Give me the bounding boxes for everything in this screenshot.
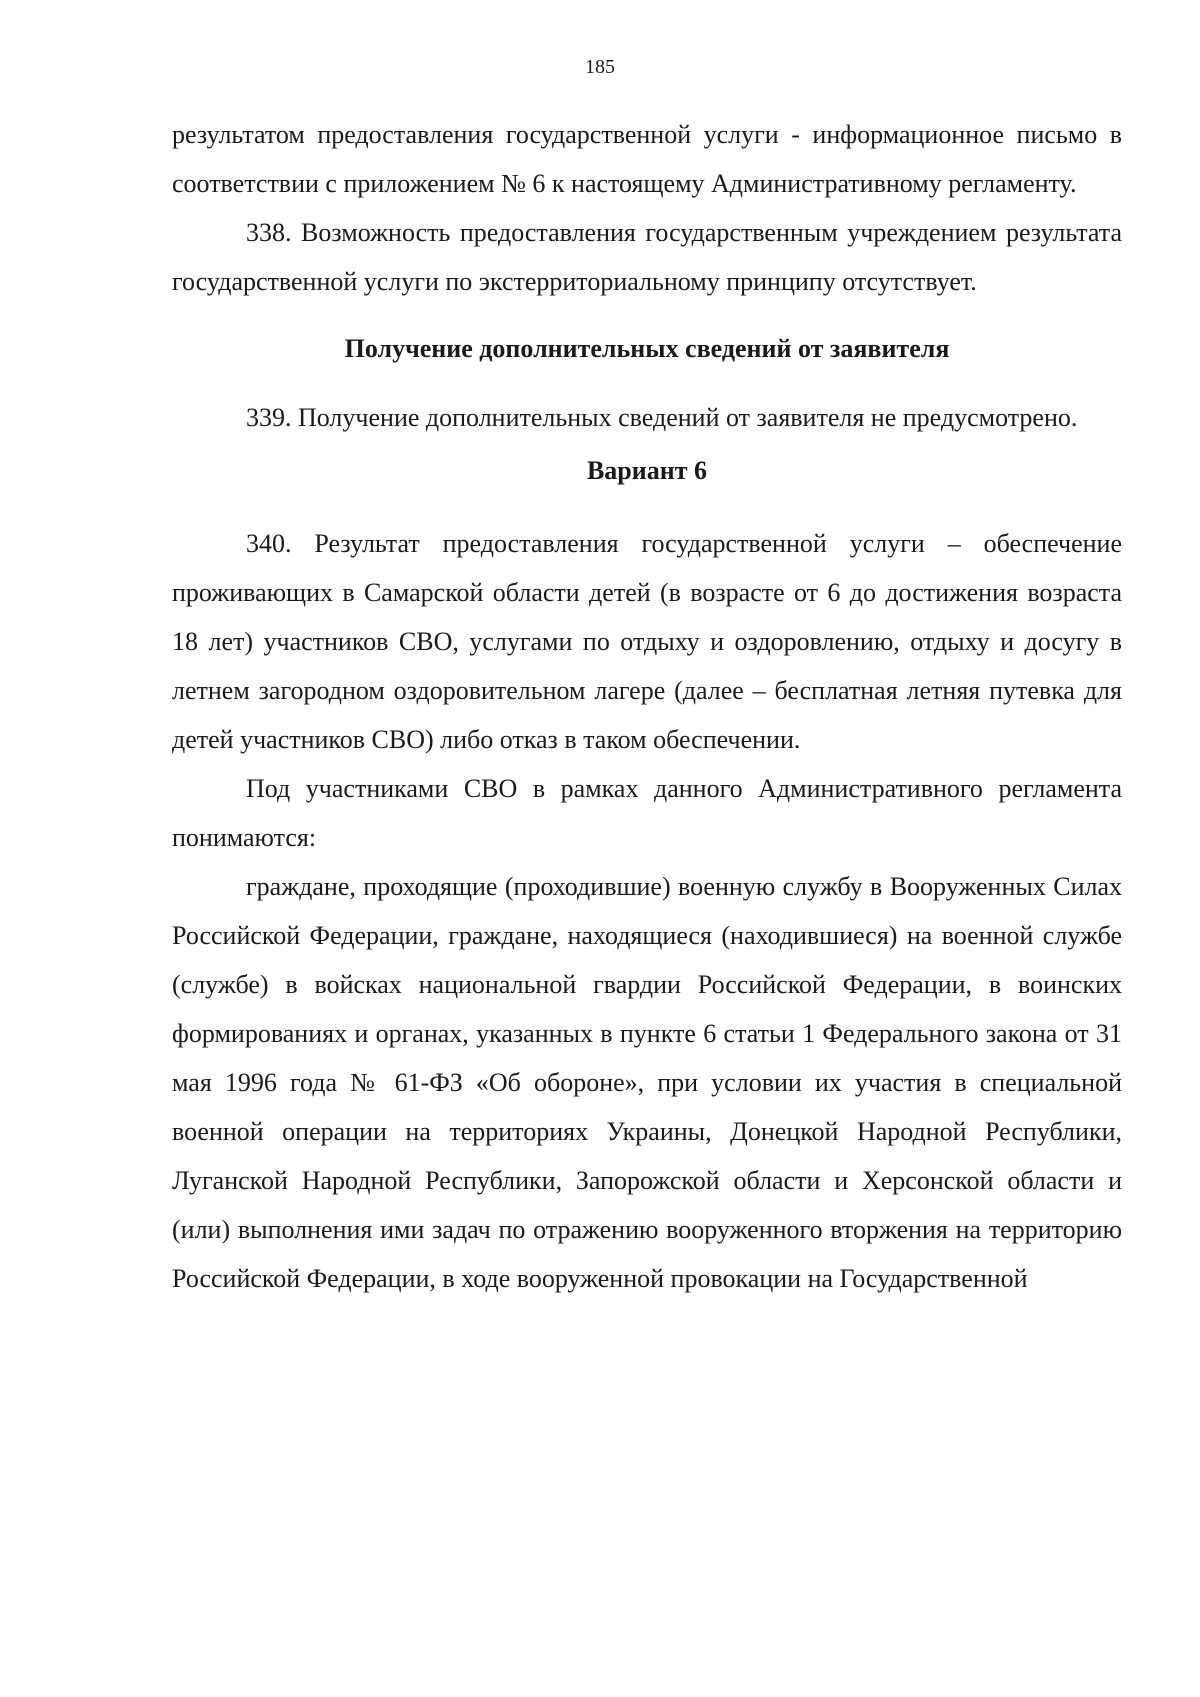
paragraph-citizens: граждане, проходящие (проходившие) военную службу в Вооруженных Силах Российской Федерации, граждане, находящиеся (находившиеся) на военной службе (службе) в войсках национальной гвардии Российской Федерации, в воинских формированиях и органах, указанных в пункте 6 статьи 1 Федерального закона от 31 мая 1996 года № 61-ФЗ «Об обороне», при условии их участия в специальной военной операции на территориях Украины, Донецкой Народной Республики, Луганской Народной Республики, Запорожской области и Херсонской области и (или) выполнения ими задач по отражению вооруженного вторжения на территорию Российской Федерации, в ходе вооруженной провокации на Государственной bbox=[172, 872, 1122, 1293]
page-number: 185 bbox=[585, 56, 615, 78]
section-heading-additional-info: Получение дополнительных сведений от заявителя bbox=[344, 334, 950, 363]
paragraph-339: 339. Получение дополнительных сведений от заявителя не предусмотрено. bbox=[246, 403, 1078, 432]
paragraph-337-tail: результатом предоставления государственной услуги - информационное письмо в соответствии с приложением № 6 к настоящему Административному регламенту. bbox=[172, 120, 1122, 198]
paragraph-svo-definition: Под участниками СВО в рамках данного Административного регламента понимаются: bbox=[172, 774, 1122, 852]
document-body bbox=[172, 110, 1122, 1303]
paragraph-338: 338. Возможность предоставления государственным учреждением результата государственной услуги по экстерриториальному принципу отсутствует. bbox=[172, 218, 1122, 296]
paragraph-340: 340. Результат предоставления государственной услуги – обеспечение проживающих в Самарской области детей (в возрасте от 6 до достижения возраста 18 лет) участников СВО, услугами по отдыху и оздоровлению, отдыху и досугу в летнем загородном оздоровительном лагере (далее – бесплатная летняя путевка для детей участников СВО) либо отказ в таком обеспечении. bbox=[172, 529, 1122, 754]
section-heading-variant: Вариант 6 bbox=[586, 456, 708, 485]
